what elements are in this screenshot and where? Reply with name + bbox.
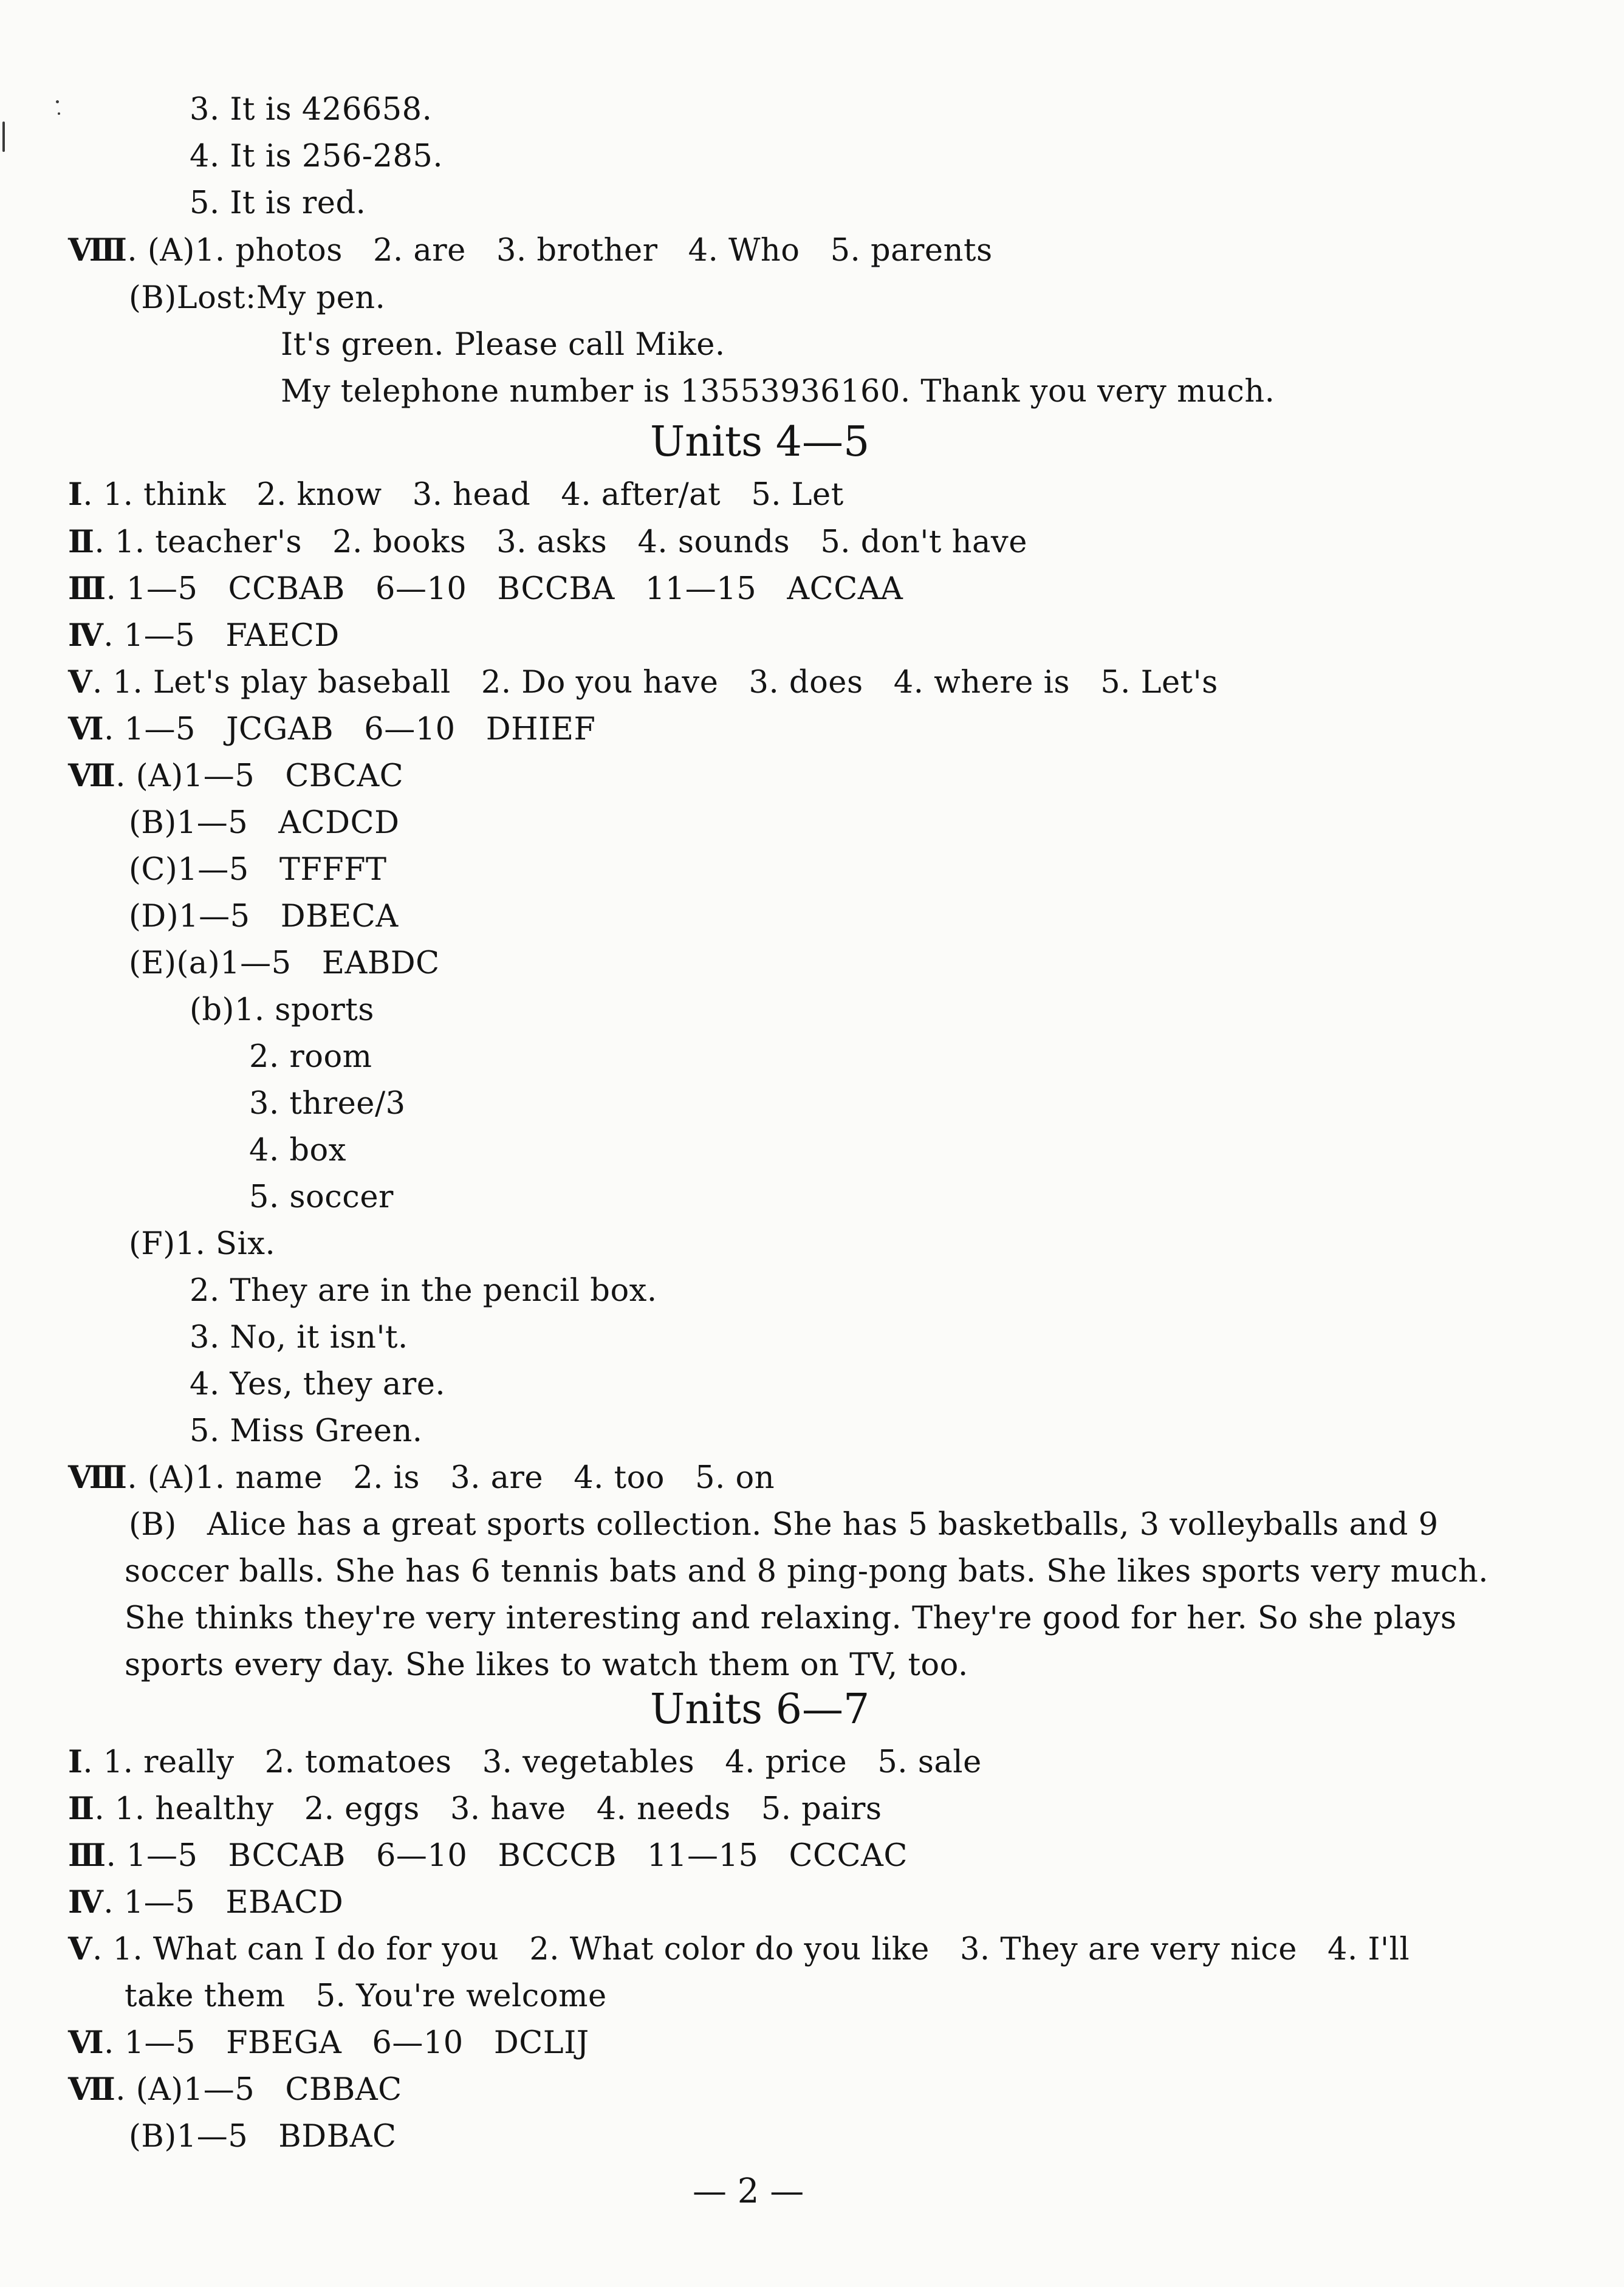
section-text: . 1—5 BCCAB 6—10 BCCCB 11—15 CCCAC [106,1838,908,1874]
section-text: . 1—5 JCGAB 6—10 DHIEF [104,711,596,747]
section-line [68,231,993,271]
answer-line: take them 5. You're welcome [125,1978,607,2014]
section-line [68,1789,882,1829]
passage-line: sports every day. She likes to watch them on TV, too. [125,1647,968,1683]
section-line [68,2070,402,2110]
section-numeral: Ⅱ [68,526,95,560]
answer-line: (B)1—5 BDBAC [129,2119,397,2155]
answer-line: 4. box [249,1133,346,1168]
passage-line: soccer balls. She has 6 tennis bats and 8 ping-pong bats. She likes sports very much. [125,1554,1489,1589]
section-text: . 1. What can I do for you 2. What color do you like 3. They are very nice 4. I'll [92,1932,1410,1967]
section-numeral: Ⅴ [68,666,93,700]
section-numeral: Ⅶ [68,2073,116,2107]
section-text: . 1. teacher's 2. books 3. asks 4. sounds 5. don't have [94,524,1027,560]
section-numeral: Ⅳ [68,619,104,653]
answer-line: 5. Miss Green. [190,1413,423,1449]
section-numeral: Ⅰ [68,1746,83,1780]
section-text: . 1. Let's play baseball 2. Do you have 3. does 4. where is 5. Let's [92,665,1218,701]
section-line [68,2023,589,2063]
section-numeral: Ⅷ [68,1461,128,1495]
answer-line: (b)1. sports [190,992,374,1028]
section-line [68,1883,343,1923]
section-numeral: Ⅶ [68,759,116,794]
answer-line: (F)1. Six. [129,1226,276,1262]
scan-mark [2,122,5,152]
section-numeral: Ⅲ [68,572,106,606]
section-numeral: Ⅵ [68,2026,104,2060]
section-text: . 1—5 FAECD [103,618,340,654]
answer-line: 5. soccer [249,1179,394,1215]
section-line [68,663,1218,703]
answer-line: (E)(a)1—5 EABDC [129,945,440,981]
section-text: . (A)1—5 CBCAC [115,758,404,794]
section-line [68,1458,775,1498]
answer-line: My telephone number is 13553936160. Thank you very much. [281,374,1275,410]
passage-line: (B) Alice has a great sports collection. She has 5 basketballs, 3 volleyballs and 9 [129,1507,1439,1543]
section-line [68,756,403,797]
answer-line: 3. It is 426658. [190,92,433,128]
section-line [68,1930,1410,1970]
section-text: . 1—5 EBACD [103,1885,344,1921]
section-line [68,710,595,750]
section-line [68,1836,908,1876]
scan-speck [56,100,59,103]
answer-line: 2. room [249,1039,372,1075]
section-numeral: Ⅰ [68,478,83,512]
answer-line: 5. It is red. [190,185,366,221]
section-text: . (A)1. photos 2. are 3. brother 4. Who 5. parents [127,233,993,269]
section-line [68,569,903,609]
section-numeral: Ⅳ [68,1886,104,1920]
answer-line: 4. Yes, they are. [190,1366,446,1402]
scan-speck [58,112,60,115]
section-numeral: Ⅲ [68,1839,106,1873]
answer-line: (B)Lost:My pen. [129,280,386,316]
section-text: . 1. really 2. tomatoes 3. vegetables 4. price 5. sale [83,1744,982,1780]
section-numeral: Ⅷ [68,234,128,268]
section-text: . 1. healthy 2. eggs 3. have 4. needs 5. pairs [94,1791,882,1827]
section-numeral: Ⅱ [68,1792,95,1826]
answer-line: (B)1—5 ACDCD [129,805,400,841]
answer-line: It's green. Please call Mike. [281,327,725,363]
section-numeral: Ⅴ [68,1933,93,1967]
section-line [68,616,340,656]
answer-line: 3. No, it isn't. [190,1320,408,1356]
passage-line: She thinks they're very interesting and relaxing. They're good for her. So she plays [125,1600,1457,1636]
section-numeral: Ⅵ [68,713,104,747]
answer-line: 2. They are in the pencil box. [190,1273,657,1309]
page-number: — 2 — [693,2172,804,2211]
section-heading: Units 4—5 [650,418,870,466]
section-line [68,1743,982,1783]
answer-line: (D)1—5 DBECA [129,899,399,934]
section-text: . 1—5 FBEGA 6—10 DCLIJ [104,2025,589,2061]
section-heading: Units 6—7 [650,1685,870,1733]
answer-line: 4. It is 256-285. [190,139,444,174]
section-text: . (A)1. name 2. is 3. are 4. too 5. on [127,1460,775,1496]
section-line [68,475,844,515]
section-line [68,523,1027,563]
section-text: . 1. think 2. know 3. head 4. after/at 5. Let [83,477,844,513]
answer-line: (C)1—5 TFFFT [129,852,387,888]
section-text: . (A)1—5 CBBAC [115,2072,402,2108]
section-text: . 1—5 CCBAB 6—10 BCCBA 11—15 ACCAA [106,571,903,607]
answer-line: 3. three/3 [249,1086,406,1122]
